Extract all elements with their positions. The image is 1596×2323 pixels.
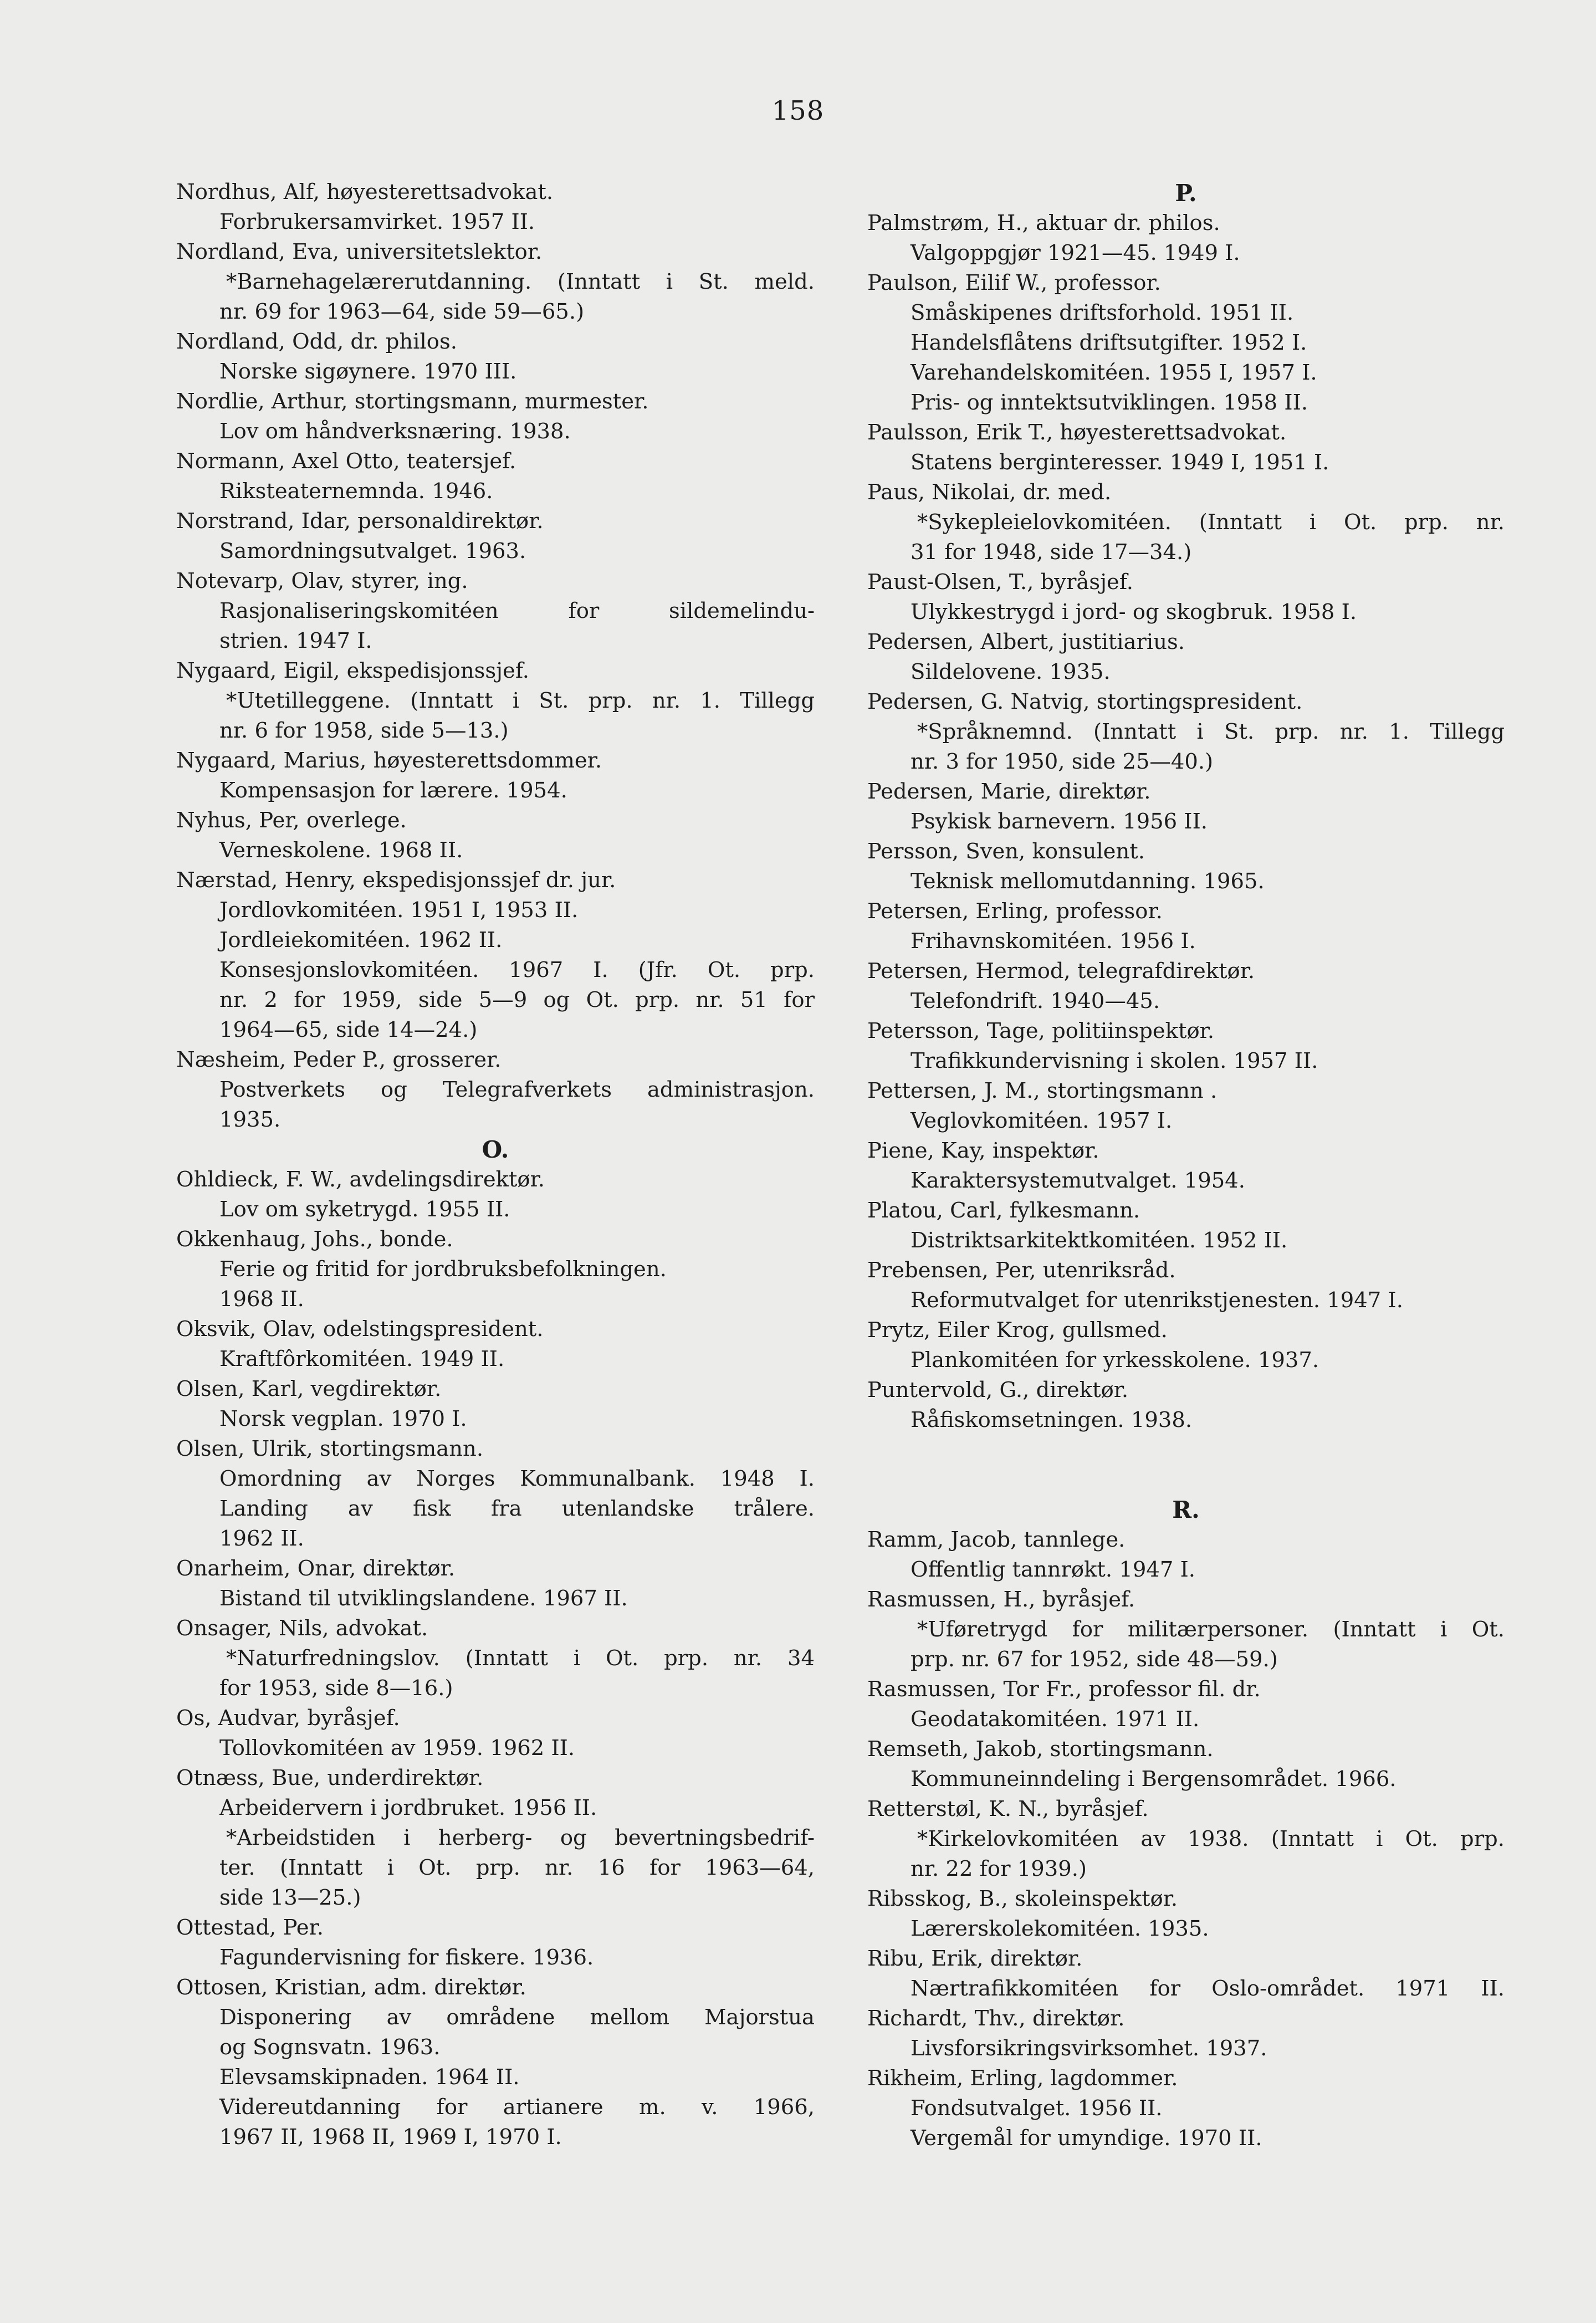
index-entry-name: Retterstøl, K. N., byråsjef. <box>867 1797 1149 1821</box>
index-entry-title: Trafikkundervisning i skolen. 1957 II. <box>910 1048 1318 1073</box>
index-entry-name: Rasmussen, H., byråsjef. <box>867 1587 1135 1612</box>
index-entry-name: Olsen, Ulrik, stortingsmann. <box>176 1436 484 1461</box>
index-entry-title: Norsk vegplan. 1970 I. <box>219 1406 467 1431</box>
index-entry-title: 1962 II. <box>219 1526 304 1551</box>
index-entry-name: Nygaard, Eigil, ekspedisjonssjef. <box>176 658 529 683</box>
index-entry-title: 31 for 1948, side 17—34.) <box>910 540 1192 565</box>
index-entry-title: Nærtrafikkomitéen for Oslo-området. 1971 II. <box>910 1976 1505 2001</box>
index-entry-name: Paulson, Eilif W., professor. <box>867 270 1161 295</box>
index-entry-name: Prytz, Eiler Krog, gullsmed. <box>867 1318 1168 1343</box>
index-entry-name: Otnæss, Bue, underdirektør. <box>176 1766 484 1790</box>
index-entry-title: 1968 II. <box>219 1287 304 1312</box>
index-entry-title: Lov om syketrygd. 1955 II. <box>219 1197 510 1222</box>
index-entry-name: Richardt, Thv., direktør. <box>867 2006 1125 2031</box>
index-entry-title: Elevsamskipnaden. 1964 II. <box>219 2065 520 2090</box>
index-entry-title: Tollovkomitéen av 1959. 1962 II. <box>219 1736 575 1761</box>
index-entry-name: Paust-Olsen, T., byråsjef. <box>867 570 1133 595</box>
index-entry-title: Varehandelskomitéen. 1955 I, 1957 I. <box>910 360 1317 385</box>
index-entry-title: Ferie og fritid for jordbruksbefolkningen. <box>219 1257 667 1282</box>
index-entry-name: Nyhus, Per, overlege. <box>176 808 407 833</box>
index-entry-name: Okkenhaug, Johs., bonde. <box>176 1227 453 1252</box>
index-entry-title: side 13—25.) <box>219 1885 361 1910</box>
index-entry-name: Petersen, Erling, professor. <box>867 899 1163 924</box>
section-letter: O. <box>482 1136 509 1163</box>
index-entry-name: Norstrand, Idar, personaldirektør. <box>176 509 544 534</box>
index-entry-title: Samordningsutvalget. 1963. <box>219 539 526 564</box>
page-number: 158 <box>771 95 825 126</box>
index-entry-name: Ohldieck, F. W., avdelingsdirektør. <box>176 1167 545 1192</box>
index-entry-title: Valgoppgjør 1921—45. 1949 I. <box>910 241 1240 265</box>
index-entry-name: Rikheim, Erling, lagdommer. <box>867 2066 1178 2091</box>
index-entry-title: 1964—65, side 14—24.) <box>219 1017 478 1042</box>
index-entry-name: Nordland, Odd, dr. philos. <box>176 329 457 354</box>
index-entry-title: nr. 22 for 1939.) <box>910 1856 1087 1881</box>
index-entry-title: Pris- og inntektsutviklingen. 1958 II. <box>910 390 1308 415</box>
index-entry-title: *Kirkelovkomitéen av 1938. (Inntatt i Ot. prp. <box>917 1826 1505 1851</box>
index-entry-title: Lov om håndverksnæring. 1938. <box>219 419 571 444</box>
index-entry-title: Norske sigøynere. 1970 III. <box>219 359 517 384</box>
index-entry-name: Onsager, Nils, advokat. <box>176 1616 428 1641</box>
index-entry-name: Paus, Nikolai, dr. med. <box>867 480 1112 505</box>
index-entry-title: Riksteaternemnda. 1946. <box>219 479 493 504</box>
index-entry-title: Lærerskolekomitéen. 1935. <box>910 1916 1209 1941</box>
index-entry-title: Telefondrift. 1940—45. <box>910 989 1160 1014</box>
index-entry-title: nr. 69 for 1963—64, side 59—65.) <box>219 299 585 324</box>
index-entry-title: Vergemål for umyndige. 1970 II. <box>910 2126 1262 2151</box>
index-entry-name: Rasmussen, Tor Fr., professor fil. dr. <box>867 1677 1261 1702</box>
index-entry-title: *Utetilleggene. (Inntatt i St. prp. nr. 1. Tillegg <box>226 688 815 713</box>
index-entry-name: Olsen, Karl, vegdirektør. <box>176 1377 442 1401</box>
index-entry-name: Puntervold, G., direktør. <box>867 1378 1129 1403</box>
index-entry-name: Remseth, Jakob, stortingsmann. <box>867 1737 1214 1762</box>
section-letter: P. <box>1175 180 1197 207</box>
index-entry-title: Kraftfôrkomitéen. 1949 II. <box>219 1347 505 1372</box>
index-entry-title: Rasjonaliseringskomitéen for sildemelindu- <box>219 598 815 623</box>
index-entry-name: Ramm, Jacob, tannlege. <box>867 1527 1126 1552</box>
index-entry-name: Ribsskog, B., skoleinspektør. <box>867 1886 1178 1911</box>
index-entry-title: *Sykepleielovkomitéen. (Inntatt i Ot. prp. nr. <box>917 510 1505 535</box>
section-gap <box>867 1435 1505 1495</box>
index-entry-title: 1935. <box>219 1107 281 1132</box>
left-column <box>176 177 815 2152</box>
index-entry-title: Postverkets og Telegrafverkets administrasjon. <box>219 1077 815 1102</box>
index-entry-title: Offentlig tannrøkt. 1947 I. <box>910 1557 1196 1582</box>
index-entry-name: Paulsson, Erik T., høyesterettsadvokat. <box>867 420 1287 445</box>
index-entry-title: 1967 II, 1968 II, 1969 I, 1970 I. <box>219 2125 562 2150</box>
index-entry-title: Verneskolene. 1968 II. <box>219 838 463 863</box>
index-entry-title: Videreutdanning for artianere m. v. 1966, <box>219 2095 815 2120</box>
index-entry-name: Næsheim, Peder P., grosserer. <box>176 1047 502 1072</box>
right-column <box>867 178 1505 2153</box>
index-entry-title: Fondsutvalget. 1956 II. <box>910 2096 1163 2121</box>
index-entry-title: nr. 3 for 1950, side 25—40.) <box>910 749 1214 774</box>
index-entry-title: Småskipenes driftsforhold. 1951 II. <box>910 300 1294 325</box>
index-entry-name: Normann, Axel Otto, teatersjef. <box>176 449 516 474</box>
index-entry-title: og Sognsvatn. 1963. <box>219 2035 441 2060</box>
index-entry-title: nr. 6 for 1958, side 5—13.) <box>219 718 509 743</box>
index-entry-title: ter. (Inntatt i Ot. prp. nr. 16 for 1963—64, <box>219 1855 815 1880</box>
index-entry-title: Handelsflåtens driftsutgifter. 1952 I. <box>910 330 1307 355</box>
index-entry-title: Frihavnskomitéen. 1956 I. <box>910 929 1196 954</box>
index-entry-title: Kompensasjon for lærere. 1954. <box>219 778 567 803</box>
index-entry-title: Jordlovkomitéen. 1951 I, 1953 II. <box>219 898 579 923</box>
index-entry-name: Prebensen, Per, utenriksråd. <box>867 1258 1176 1283</box>
index-entry-title: *Språknemnd. (Inntatt i St. prp. nr. 1. Tillegg <box>917 719 1505 744</box>
index-entry-name: Notevarp, Olav, styrer, ing. <box>176 569 468 593</box>
index-entry-title: Karaktersystemutvalget. 1954. <box>910 1168 1245 1193</box>
index-entry-name: Ribu, Erik, direktør. <box>867 1946 1083 1971</box>
index-entry-title: Ulykkestrygd i jord- og skogbruk. 1958 I. <box>910 600 1357 625</box>
index-entry-title: Omordning av Norges Kommunalbank. 1948 I. <box>219 1466 815 1491</box>
index-entry-title: *Arbeidstiden i herberg- og bevertningsbedrif- <box>226 1825 815 1850</box>
index-entry-title: Geodatakomitéen. 1971 II. <box>910 1707 1200 1732</box>
index-entry-title: Distriktsarkitektkomitéen. 1952 II. <box>910 1228 1288 1253</box>
index-entry-title: Kommuneinndeling i Bergensområdet. 1966. <box>910 1767 1396 1792</box>
index-entry-name: Pedersen, Marie, direktør. <box>867 779 1151 804</box>
index-entry-title: Sildelovene. 1935. <box>910 659 1111 684</box>
index-entry-title: nr. 2 for 1959, side 5—9 og Ot. prp. nr. 51 for <box>219 987 815 1012</box>
index-entry-name: Nordhus, Alf, høyesterettsadvokat. <box>176 180 554 204</box>
index-entry-name: Ottosen, Kristian, adm. direktør. <box>176 1975 526 2000</box>
index-entry-title: Råfiskomsetningen. 1938. <box>910 1408 1193 1432</box>
index-entry-title: prp. nr. 67 for 1952, side 48—59.) <box>910 1647 1278 1672</box>
index-entry-title: Fagundervisning for fiskere. 1936. <box>219 1945 594 1970</box>
index-entry-name: Nordlie, Arthur, stortingsmann, murmester. <box>176 389 649 414</box>
index-entry-name: Nordland, Eva, universitetslektor. <box>176 239 543 264</box>
index-entry-title: Forbrukersamvirket. 1957 II. <box>219 209 535 234</box>
index-entry-name: Pedersen, G. Natvig, stortingspresident. <box>867 689 1303 714</box>
index-entry-title: Arbeidervern i jordbruket. 1956 II. <box>219 1795 597 1820</box>
index-entry-title: Landing av fisk fra utenlandske trålere. <box>219 1496 815 1521</box>
index-entry-title: Teknisk mellomutdanning. 1965. <box>910 869 1265 894</box>
index-entry-title: Livsforsikringsvirksomhet. 1937. <box>910 2036 1267 2061</box>
index-entry-title: Psykisk barnevern. 1956 II. <box>910 809 1208 834</box>
index-entry-title: Konsesjonslovkomitéen. 1967 I. (Jfr. Ot. prp. <box>219 958 815 983</box>
index-entry-name: Persson, Sven, konsulent. <box>867 839 1145 864</box>
index-entry-title: *Uføretrygd for militærpersoner. (Inntatt i Ot. <box>917 1617 1505 1642</box>
index-entry-title: Plankomitéen for yrkesskolene. 1937. <box>910 1348 1319 1373</box>
index-entry-name: Pedersen, Albert, justitiarius. <box>867 630 1185 654</box>
index-entry-name: Nygaard, Marius, høyesterettsdommer. <box>176 748 602 773</box>
index-entry-name: Petersson, Tage, politiinspektør. <box>867 1019 1215 1043</box>
index-entry-name: Oksvik, Olav, odelstingspresident. <box>176 1317 544 1342</box>
index-entry-title: *Barnehagelærerutdanning. (Inntatt i St. meld. <box>226 269 815 294</box>
index-entry-title: Reformutvalget for utenrikstjenesten. 1947 I. <box>910 1288 1403 1313</box>
index-entry-title: Statens berginteresser. 1949 I, 1951 I. <box>910 450 1329 475</box>
index-entry-title: Veglovkomitéen. 1957 I. <box>910 1108 1173 1133</box>
index-entry-title: *Naturfredningslov. (Inntatt i Ot. prp. nr. 34 <box>226 1646 815 1671</box>
index-entry-name: Ottestad, Per. <box>176 1915 324 1940</box>
section-letter: R. <box>1172 1496 1200 1523</box>
index-entry-name: Palmstrøm, H., aktuar dr. philos. <box>867 211 1220 236</box>
index-entry-name: Nærstad, Henry, ekspedisjonssjef dr. jur. <box>176 868 616 893</box>
index-entry-name: Piene, Kay, inspektør. <box>867 1138 1099 1163</box>
index-entry-name: Petersen, Hermod, telegrafdirektør. <box>867 959 1255 984</box>
index-entry-title: for 1953, side 8—16.) <box>219 1676 453 1701</box>
index-entry-name: Platou, Carl, fylkesmann. <box>867 1198 1140 1223</box>
index-entry-title: Bistand til utviklingslandene. 1967 II. <box>219 1586 628 1611</box>
index-entry-title: Jordleiekomitéen. 1962 II. <box>219 928 503 953</box>
index-entry-title: strien. 1947 I. <box>219 628 372 653</box>
index-entry-name: Pettersen, J. M., stortingsmann . <box>867 1078 1218 1103</box>
index-entry-title: Disponering av områdene mellom Majorstua <box>219 2005 815 2030</box>
index-entry-name: Onarheim, Onar, direktør. <box>176 1556 456 1581</box>
index-entry-name: Os, Audvar, byråsjef. <box>176 1706 400 1731</box>
